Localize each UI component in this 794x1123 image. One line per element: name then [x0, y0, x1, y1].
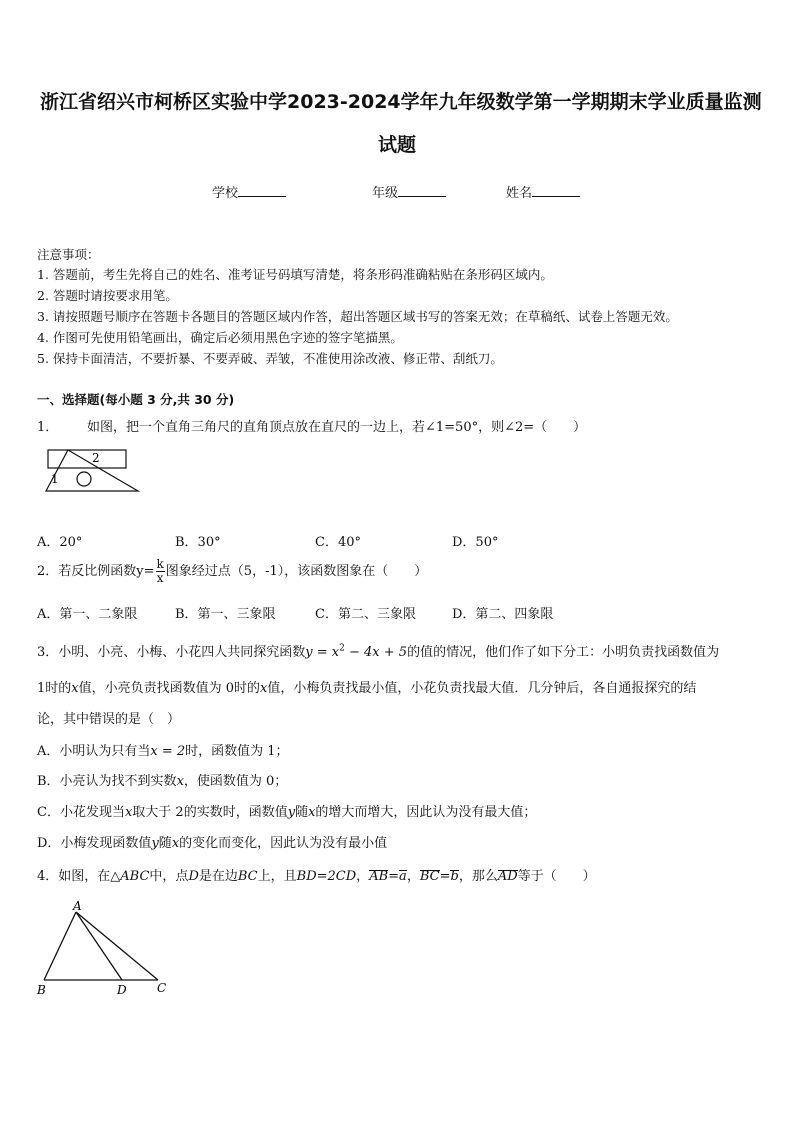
name-blank [532, 182, 580, 197]
q4-text-part: = [439, 869, 451, 884]
page-title-line2: 试题 [378, 134, 417, 156]
grade-label: 年级 [372, 186, 399, 201]
q3-line3: 论，其中错误的是（ ） [37, 712, 181, 727]
angle1-label: 1 [51, 472, 59, 486]
page-title: 浙江省绍兴市柯桥区实验中学2023-2024学年九年级数学第一学期期末学业质量监测 [40, 91, 762, 113]
q4-text-part: ，那么 [458, 869, 498, 884]
q3-sup: 2 [339, 643, 345, 654]
q2-frac-den: x [156, 571, 164, 585]
q4-math: BD=2CD [296, 869, 357, 884]
angle2-label: 2 [92, 451, 100, 465]
side-ac [76, 912, 158, 980]
q3-math: x [176, 774, 184, 789]
q3-option-a [37, 740, 289, 759]
q3-text: A．小明认为只有当 [37, 744, 151, 759]
name-label: 姓名 [506, 186, 533, 201]
q4-math: BC [237, 869, 258, 884]
q1-figure [40, 446, 150, 498]
q3-text: 随 [158, 836, 172, 851]
q3-math: − 4x + 5 [344, 645, 408, 660]
school-field [212, 182, 286, 201]
q2-option-c: C．第二、三象限 [315, 607, 416, 622]
q4-text-part: ， [356, 869, 370, 884]
vector-b: b [450, 869, 459, 884]
q3-text: 值，小梅负责找最小值，小花负责找最大值．几分钟后，各自通报探究的结 [267, 681, 697, 696]
q4-figure [34, 898, 174, 1000]
q3-math: x [124, 805, 133, 820]
q3-math: x [308, 805, 316, 820]
q4-math: D [188, 869, 199, 884]
school-label: 学校 [212, 186, 239, 201]
q4-text [37, 865, 596, 884]
q1-option-a: A．20° [37, 535, 83, 550]
q3-math: x [171, 836, 180, 851]
notes-heading: 注意事项： [37, 247, 100, 262]
q4-text-part: 等于（ ） [517, 869, 596, 884]
q2-option-d: D．第二、四象限 [452, 607, 554, 622]
side-ab [44, 912, 76, 980]
q1-option-b: B．30° [175, 535, 221, 550]
q3-line1 [37, 641, 719, 660]
section-heading: 一、选择题(每小题 3 分,共 30 分) [37, 392, 235, 407]
q3-text: 随 [295, 805, 309, 820]
note-item: 5. 保持卡面清洁，不要折暴、不要弄破、弄皱，不准使用涂改液、修正带、刮纸刀。 [37, 351, 503, 366]
q3-text: 取大于 2的实数时，函数值 [132, 805, 288, 820]
q3-text: 3．小明、小亮、小梅、小花四人共同探究函数 [37, 645, 306, 660]
q3-math: x = 2 [150, 744, 186, 759]
q3-line2 [37, 677, 696, 696]
vector-ad: AD [497, 869, 518, 884]
q3-math: y [151, 836, 159, 851]
q3-text: D．小梅发现函数值 [37, 836, 152, 851]
point-a-label: A [73, 899, 82, 913]
q2-option-b: B．第一、三象限 [175, 607, 276, 622]
q3-math: y = x [305, 645, 340, 660]
q2-text [37, 558, 427, 585]
q4-text-part: 中，点 [149, 869, 189, 884]
q4-text-part: 上，且 [257, 869, 297, 884]
point-c-label: C [157, 981, 167, 995]
q3-option-c [37, 801, 536, 820]
q3-text: 1时的 [37, 681, 72, 696]
q3-text: 的值的情况，他们作了如下分工：小明负责找函数值为 [407, 645, 720, 660]
q3-option-b [37, 770, 287, 789]
grade-blank [398, 182, 446, 197]
q2-option-a: A．第一、二象限 [37, 607, 138, 622]
q3-text: ，使函数值为 0； [183, 774, 288, 789]
q4-math: △ABC [110, 869, 150, 884]
vector-bc: BC [419, 869, 440, 884]
q1-option-c: C．40° [315, 535, 361, 550]
note-item: 2. 答题时请按要求用笔。 [37, 288, 178, 303]
q4-text-part: 是在边 [198, 869, 238, 884]
q3-text: 值，小亮负责找函数值为 0时的 [78, 681, 261, 696]
point-d-label: D [117, 983, 127, 997]
q4-text-part: 4．如图，在 [37, 869, 111, 884]
q3-math: y [287, 805, 296, 820]
school-blank [238, 182, 286, 197]
q3-text: 的增大而增大，因此认为没有最大值； [315, 805, 537, 820]
q4-text-part: = [388, 869, 400, 884]
q4-text-part: ， [406, 869, 420, 884]
q3-math: x [71, 681, 79, 696]
triangle-hole [77, 472, 91, 486]
q1-text: 如图，把一个直角三角尺的直角顶点放在直尺的一边上，若∠1=50°，则∠2=（ ） [87, 420, 587, 435]
q3-text: 的变化而变化，因此认为没有最小值 [179, 836, 388, 851]
q3-text: C．小花发现当 [37, 805, 125, 820]
q3-text: B．小亮认为找不到实数 [37, 774, 177, 789]
q2-text-after: 图象经过点（5，-1），该函数图象在（ ） [165, 564, 428, 579]
q1-number: 1． [37, 420, 59, 435]
q3-math: x [260, 681, 268, 696]
q3-option-d [37, 832, 387, 851]
point-b-label: B [37, 983, 46, 997]
q1-option-d: D．50° [452, 535, 499, 550]
q2-frac-num: k [156, 557, 164, 571]
segment-ad [76, 912, 122, 980]
note-item: 4. 作图可先使用铅笔画出，确定后必须用黑色字迹的签字笔描黑。 [37, 330, 403, 345]
q3-text: 时，函数值为 1； [185, 744, 289, 759]
grade-field [372, 182, 446, 201]
note-item: 3. 请按照题号顺序在答题卡各题目的答题区域内作答，超出答题区域书写的答案无效；在草稿纸、试卷上答题无效。 [37, 309, 678, 324]
vector-ab: AB [369, 869, 389, 884]
name-field [506, 182, 580, 201]
note-item: 1. 答题前，考生先将自己的姓名、准考证号码填写清楚，将条形码准确粘贴在条形码区域内。 [37, 267, 553, 282]
q2-fraction [156, 558, 165, 585]
q2-text-before: 2．若反比例函数y= [37, 564, 155, 579]
vector-a: a [399, 869, 407, 884]
